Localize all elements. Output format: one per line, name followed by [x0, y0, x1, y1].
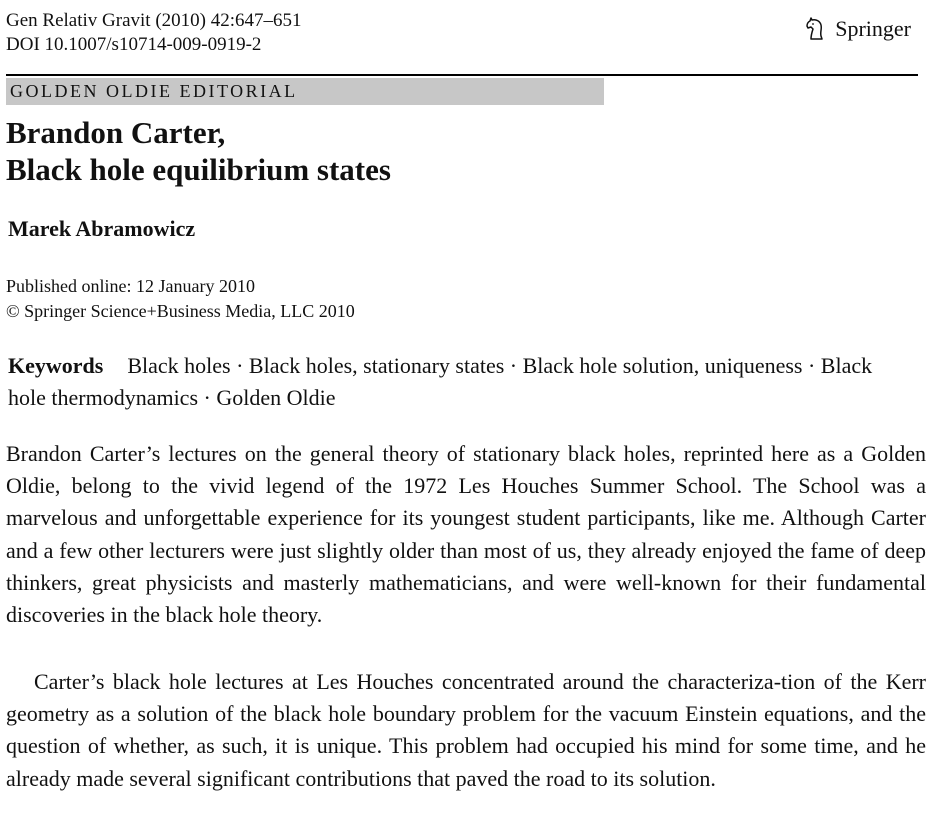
body-paragraph: Carter’s black hole lectures at Les Houches concentrated around the characteriza-tion of the Kerr geometry as a solution of the black hole boundary problem for the vacuum Einstein equations, and the question of whether, as such, it is unique. This problem had occupied his mind for some time, and he already made several significant contributions that paved the road to its solution. [6, 669, 926, 791]
journal-citation: Gen Relativ Gravit (2010) 42:647–651 [6, 10, 302, 31]
header-rule [6, 74, 918, 76]
keywords-section [8, 350, 888, 414]
chess-knight-icon [803, 16, 829, 42]
copyright-notice: © Springer Science+Business Media, LLC 2010 [6, 301, 355, 321]
article-title [6, 114, 391, 188]
publisher-logo [803, 16, 911, 42]
publisher-name: Springer [835, 16, 911, 41]
author-name: Marek Abramowicz [8, 216, 196, 241]
body-paragraph: Brandon Carter’s lectures on the general theory of stationary black holes, reprinted here as a Golden Oldie, belong to the vivid legend of the 1972 Les Houches Summer School. The School was a marvelous and unforgettable experience for its youngest student participants, like me. Although Carter and a few other lecturers were just slightly older than most of us, they already enjoyed the fame of deep thinkers, great physicists and masterly mathematicians, and were well-known for their fundamental discoveries in the black hole theory. [6, 441, 926, 628]
title-line-2: Black hole equilibrium states [6, 152, 391, 187]
title-line-1: Brandon Carter, [6, 115, 226, 150]
published-date: Published online: 12 January 2010 [6, 276, 255, 296]
keywords-label: Keywords [8, 353, 104, 378]
keywords-list: Black holes · Black holes, stationary states · Black hole solution, uniqueness · Black hole thermodynamics · Golden Oldie [8, 353, 873, 410]
doi: DOI 10.1007/s10714-009-0919-2 [6, 34, 262, 55]
category-label: GOLDEN OLDIE EDITORIAL [6, 78, 604, 105]
